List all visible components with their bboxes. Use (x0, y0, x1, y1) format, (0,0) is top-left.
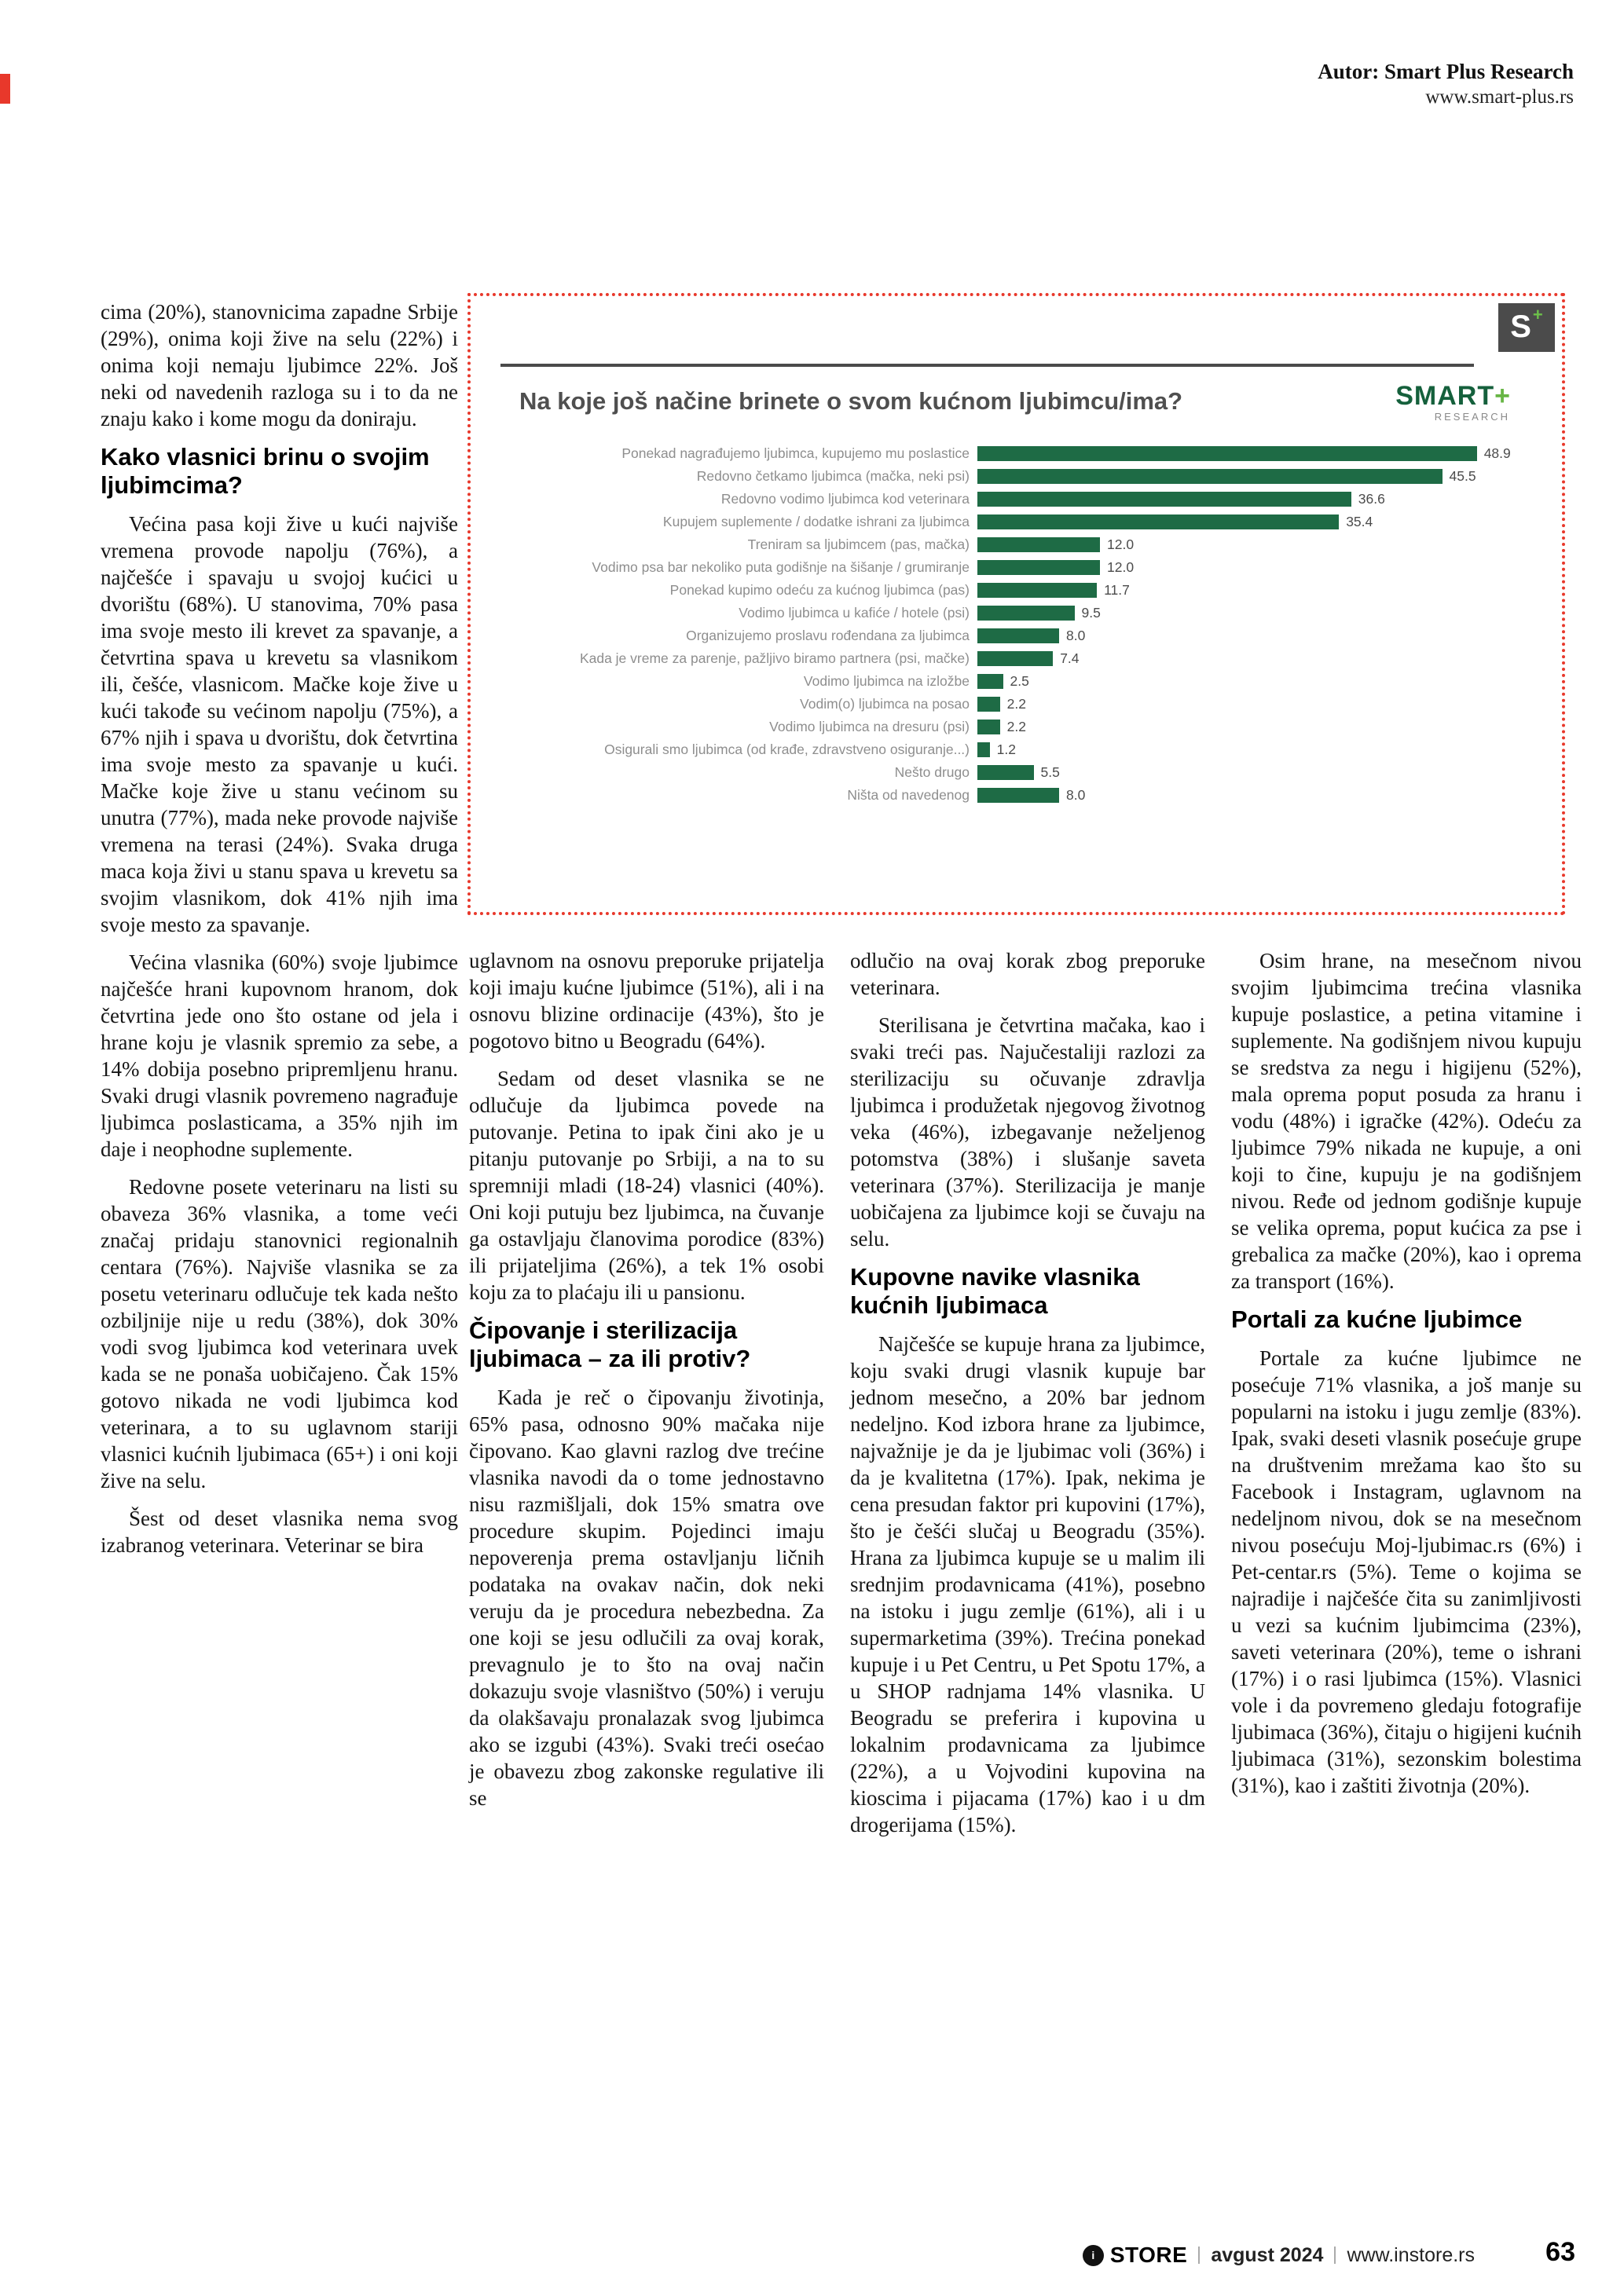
section-heading: Čipovanje i sterilizacija ljubimaca – za ili protiv? (469, 1316, 751, 1372)
page-edge-mark (0, 74, 10, 104)
text-column-3 (850, 947, 1205, 1849)
chart-row (471, 761, 1562, 784)
chart-value-label: 8.0 (1066, 628, 1086, 643)
chart-category-label: Redovno vodimo ljubimca kod veterinara (720, 491, 970, 507)
chart-row (471, 442, 1562, 465)
brand-name: SMART (1395, 381, 1495, 411)
author-website: www.smart-plus.rs (1425, 86, 1574, 108)
chart-value-label: 12.0 (1107, 536, 1135, 552)
chart-bar (977, 674, 1003, 689)
chart-row (471, 647, 1562, 670)
chart-value-label: 12.0 (1107, 559, 1135, 575)
page-number: 63 (1545, 2237, 1575, 2267)
chart-value-label: 35.4 (1346, 514, 1373, 529)
chart-category-label: Kupujem suplemente / dodatke ishrani za ljubimca (662, 514, 970, 529)
chart-category-label: Vodimo ljubimca u kafiće / hotele (psi) (739, 605, 970, 621)
chart-row (471, 693, 1562, 716)
smart-plus-badge-icon (1498, 303, 1555, 352)
chart-row (471, 579, 1562, 602)
chart-top-rule (500, 364, 1474, 367)
chart-bar (977, 514, 1339, 529)
footer-divider (1198, 2247, 1200, 2264)
chart-category-label: Ništa od navedenog (847, 787, 970, 803)
body-paragraph: Osim hrane, na mesečnom nivou svojim ljubimcima trećina vlasnika kupuje poslastice, a petina vitamine i suplemente. Na godišnjem nivou kupuju se sredstva za negu i higijenu (52%), mala oprema poput posuda za hranu i vodu (48%) i igračke (42%). Odeću za ljubimce 79% nikada ne kupuje, a oni koji to čine, kupuju je na godišnjem nivou. Ređe od jednom godišnje kupuje se velika oprema, poput kućica za pse i grebalica za mačke (20%), kao i oprema za transport (16%). (1231, 949, 1582, 1293)
badge-letter: S (1510, 309, 1531, 344)
footer-divider (1334, 2247, 1336, 2264)
chart-category-label: Treniram sa ljubimcem (pas, mačka) (747, 536, 970, 552)
chart-category-label: Ponekad nagrađujemo ljubimca, kupujemo mu poslastice (621, 445, 970, 461)
chart-bar (977, 720, 1000, 734)
body-paragraph: uglavnom na osnovu preporuke prijatelja koji imaju kućne ljubimce (51%), ali i na osnovu blizine ordinacije (43%), što je pogotovo bitno u Beogradu (64%). (469, 949, 824, 1053)
footer-website: www.instore.rs (1347, 2243, 1475, 2266)
chart-bar (977, 446, 1477, 461)
chart-value-label: 9.5 (1081, 605, 1101, 621)
text-column-2 (469, 947, 824, 1822)
chart-value-label: 2.2 (1006, 696, 1026, 712)
chart-category-label: Vodim(o) ljubimca na posao (800, 696, 970, 712)
section-heading: Kako vlasnici brinu o svojim ljubimcima? (101, 443, 430, 499)
section-heading: Kupovne navike vlasnika kućnih ljubimaca (850, 1263, 1140, 1319)
body-paragraph: Portale za kućne ljubimce ne posećuje 71% vlasnika, a još manje su popularni na istoku i jugu zemlje (83%). Ipak, svaki deseti vlasnik posećuje grupe na društvenim mrežama kao što su Facebook i Instagram, uglavnom na nedeljnom nivou, dok se na mesečnom nivou posećuju Moj-ljubimac.rs (6%) i Pet-centar.rs (5%). Teme o kojima se najradije i najčešće čita su zanimljivosti u vezi sa kućnim ljubimcima (23%), saveti veterinara (20%), teme o ishrani (17%) i o rasi ljubimca (15%). Vlasnici vole i da povremeno gledaju fotografije ljubimaca (36%), čitaju o higijeni kućnih ljubimaca (31%), sezonskim bolestima (31%), kao i zaštiti životnja (20%). (1231, 1346, 1582, 1797)
chart-value-label: 2.5 (1010, 673, 1029, 689)
survey-chart-frame (467, 293, 1565, 915)
chart-category-label: Organizujemo proslavu rođendana za ljubimca (686, 628, 970, 643)
chart-category-label: Redovno četkamo ljubimca (mačka, neki psi) (696, 468, 970, 484)
chart-bar (977, 560, 1100, 575)
chart-row (471, 556, 1562, 579)
chart-bar (977, 697, 1000, 712)
chart-bar (977, 788, 1059, 803)
chart-row (471, 602, 1562, 624)
chart-value-label: 8.0 (1066, 787, 1086, 803)
body-paragraph: Najčešće se kupuje hrana za ljubimce, koju svaki drugi vlasnik kupuje bar jednom mesečno, a 20% bar jednom nedeljno. Kod izbora hrane za ljubimce, najvažnije je da je ljubimac voli (36%) i da je kvalitetna (17%). Ipak, nekima je cena presudan faktor pri kupovini (17%), što je češći slučaj u Beogradu (35%). Hrana za ljubimca kupuje se u malim ili srednjim prodavnicama (41%), posebno na istoku i jugu zemlje (61%), ali i u supermarketima (39%). Trećina ponekad kupuje i u Pet Centru, u Pet Spotu 17%, a u SHOP radnjama 14% vlasnika. U Beogradu se preferira i kupovina u lokalnim prodavnicama za ljubimce (22%), a u Vojvodini kupovina na kioscima i pijacama (17%) kao i u dm drogerijama (15%). (850, 1332, 1205, 1836)
chart-category-label: Ponekad kupimo odeću za kućnog ljubimca (pas) (669, 582, 970, 598)
chart-category-label: Osigurali smo ljubimca (od krađe, zdravstveno osiguranje...) (604, 742, 970, 757)
body-paragraph: Sterilisana je četvrtina mačaka, kao i svaki treći pas. Najučestaliji razlozi za sterilizaciju su očuvanje zdravlja ljubimca i produžetak njegovog životnog veka (46%), izbegavanje neželjenog potomstva (38%) i slušanje saveta veterinara (37%). Sterilizacija je manje uobičajena za ljubimce koji se čuvaju na selu. (850, 1013, 1205, 1251)
page-footer (1083, 2243, 1475, 2268)
footer-brand: STORE (1109, 2243, 1188, 2267)
text-column-4 (1231, 947, 1582, 1810)
body-paragraph: Redovne posete veterinaru na listi su obaveza 36% vlasnika, a tome veći značaj pridaju stanovnici regionalnih centara (76%). Najviše vlasnika se za posetu veterinaru odlučuje tek kada nešto ozbiljnije nije u redu (38%), dok 30% vodi svog ljubimca kod veterinara uvek kada se ne ponaša uobičajeno. Čak 15% gotovo nikada ne vodi ljubimca kod veterinara, a to su uglavnom stariji vlasnici kućnih ljubimaca (65+) i oni koji žive na selu. (101, 1175, 458, 1492)
body-paragraph: Šest od deset vlasnika nema svog izabranog veterinara. Veterinar se bira (101, 1507, 458, 1557)
chart-row (471, 670, 1562, 693)
footer-issue: avgust 2024 (1211, 2243, 1324, 2266)
chart-bars (471, 442, 1562, 807)
chart-title: Na koje još načine brinete o svom kućnom ljubimcu/ima? (519, 387, 1183, 415)
chart-row (471, 465, 1562, 488)
chart-category-label: Vodimo ljubimca na dresuru (psi) (769, 719, 970, 734)
chart-bar (977, 651, 1053, 666)
chart-bar (977, 492, 1351, 507)
author-credit: Autor: Smart Plus Research (1318, 60, 1574, 83)
chart-bar (977, 537, 1100, 552)
body-paragraph: odlučio na ovaj korak zbog preporuke veterinara. (850, 949, 1205, 999)
brand-subtitle: RESEARCH (1434, 411, 1510, 423)
chart-bar (977, 742, 990, 757)
body-paragraph: Većina vlasnika (60%) svoje ljubimce najčešće hrani kupovnom hranom, dok četvrtina jede ono što ostane od jela i hrane koju je vlasnik spremio za sebe, a 14% dobija posebno pripremljenu hranu. Svaki drugi vlasnik povremeno nagrađuje ljubimca poslasticama, a 35% njih im daje i neophodne suplemente. (101, 950, 458, 1161)
chart-bar (977, 765, 1034, 780)
chart-value-label: 36.6 (1358, 491, 1385, 507)
chart-bar (977, 583, 1097, 598)
chart-bar (977, 606, 1075, 621)
chart-value-label: 5.5 (1040, 764, 1060, 780)
chart-row (471, 624, 1562, 647)
brand-plus-icon: + (1494, 381, 1510, 411)
chart-value-label: 7.4 (1060, 650, 1080, 666)
chart-category-label: Vodimo ljubimca na izložbe (803, 673, 970, 689)
chart-category-label: Kada je vreme za parenje, pažljivo biramo partnera (psi, mačke) (579, 650, 970, 666)
text-column-1 (101, 298, 458, 1569)
smart-plus-logo (1395, 383, 1510, 422)
chart-value-label: 2.2 (1006, 719, 1026, 734)
chart-value-label: 48.9 (1483, 445, 1511, 461)
section-heading: Portali za kućne ljubimce (1231, 1305, 1523, 1333)
chart-bar (977, 628, 1059, 643)
chart-row (471, 533, 1562, 556)
chart-row (471, 511, 1562, 533)
body-paragraph: Većina pasa koji žive u kući najviše vremena provode napolju (76%), a najčešće i spavaju u svojoj kućici u dvorištu (68%). U stanovima, 70% pasa ima svoje mesto ili krevet za spavanje, a četvrtina spava u krevetu sa vlasnikom ili, češće, vlasnicom. Mačke koje žive u kući takođe su većinom napolju (75%), a 67% njih i spava u dvorištu, dok četvrtina ima svoje mesto za spavanje u kući. Mačke koje žive u stanu većinom su unutra (77%), mada neke provode najviše vremena na terasi (24%). Svaka druga maca koja živi u stanu spava u krevetu sa svojim vlasnikom, dok 41% njih ima svoje mesto za spavanje. (101, 512, 458, 936)
page-header (1318, 60, 1574, 108)
chart-category-label: Nešto drugo (894, 764, 970, 780)
body-paragraph: Kada je reč o čipovanju životinja, 65% pasa, odnosno 90% mačaka nije čipovano. Kao glavni razlog dve trećine vlasnika navodi da o tome jednostavno nisu razmišljali, dok 15% smatra ove procedure skupim. Pojedinci imaju nepoverenja prema ostavljanju ličnih podataka na ovakav način, dok neki veruju da je procedura nebezbedna. Za one koji se jesu odlučili za ovaj korak, prevagnulo je to što na ovaj način dokazuju svoje vlasništvo (50%) i veruju da olakšavaju pronalazak svog ljubimca ako se izgubi (43%). Svaki treći osećao je obavezu zbog zakonske regulative ili se (469, 1386, 824, 1810)
chart-row (471, 738, 1562, 761)
chart-bar (977, 469, 1443, 484)
chart-value-label: 1.2 (996, 742, 1016, 757)
badge-plus: + (1532, 305, 1543, 324)
chart-value-label: 11.7 (1104, 582, 1130, 598)
body-paragraph: cima (20%), stanovnicima zapadne Srbije (29%), onima koji žive na selu (22%) i onima koji nemaju ljubimce 22%. Još neki od navedenih razloga su i to da ne znaju kako i kome mogu da doniraju. (101, 300, 458, 430)
chart-row (471, 784, 1562, 807)
chart-value-label: 45.5 (1449, 468, 1476, 484)
body-paragraph: Sedam od deset vlasnika se ne odlučuje da ljubimca povede na putovanje. Petina to ipak čini ako je u pitanju putovanje po Srbiji, a na to su spremniji mladi (18-24) vlasnici (40%). Oni koji putuju bez ljubimca, na čuvanje ga ostavljaju članovima porodice (83%) ili prijateljima (26%), a tek 1% osobi koju za to plaćaju ili u pansionu. (469, 1067, 824, 1304)
chart-row (471, 488, 1562, 511)
chart-row (471, 716, 1562, 738)
chart-category-label: Vodimo psa bar nekoliko puta godišnje na šišanje / grumiranje (592, 559, 970, 575)
instore-logo-icon: i (1083, 2245, 1104, 2266)
